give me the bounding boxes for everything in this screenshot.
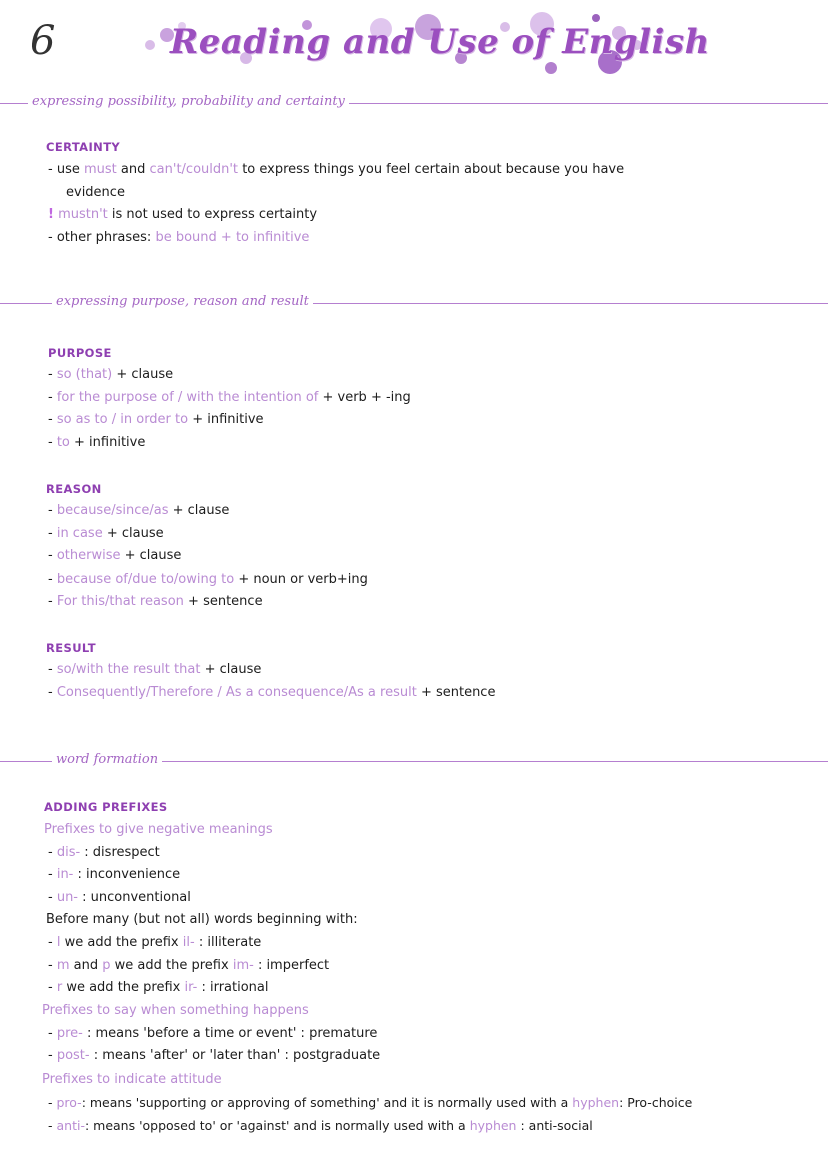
list-item: - to + infinitive	[48, 435, 146, 450]
list-item: - so (that) + clause	[48, 367, 174, 382]
list-item: - un- : unconventional	[48, 890, 191, 905]
list-item: - because of/due to/owing to + noun or verb+ing	[48, 572, 368, 587]
page-number: 6	[30, 18, 56, 64]
subheading-when: Prefixes to say when something happens	[42, 1003, 309, 1018]
certainty-line-2: evidence	[66, 185, 125, 200]
list-item: - post- : means 'after' or 'later than' : postgraduate	[48, 1048, 381, 1063]
list-item: - for the purpose of / with the intention of + verb + -ing	[48, 390, 411, 405]
list-item: - in case + clause	[48, 526, 164, 541]
list-item: - Consequently/Therefore / As a consequence/As a result + sentence	[48, 685, 496, 700]
page-title: Reading and Use of English	[170, 22, 710, 62]
certainty-line-3: ! mustn't is not used to express certainty	[48, 207, 318, 222]
list-item: - dis- : disrespect	[48, 845, 160, 860]
list-item: - so/with the result that + clause	[48, 662, 262, 677]
heading-certainty: CERTAINTY	[46, 140, 121, 154]
certainty-line-1: - use must and can't/couldn't to express things you feel certain about because you have	[48, 162, 625, 177]
section-label-possibility: expressing possibility, probability and certainty	[28, 94, 349, 109]
list-item: - r we add the prefix ir- : irrational	[48, 980, 269, 995]
list-item: - because/since/as + clause	[48, 503, 230, 518]
heading-purpose: PURPOSE	[48, 346, 112, 360]
heading-adding-prefixes: ADDING PREFIXES	[44, 800, 168, 814]
list-item: - For this/that reason + sentence	[48, 594, 263, 609]
certainty-line-4: - other phrases: be bound + to infinitive	[48, 230, 310, 245]
before-note: Before many (but not all) words beginning with:	[46, 912, 358, 927]
list-item: - pre- : means 'before a time or event' : premature	[48, 1026, 378, 1041]
list-item: - m and p we add the prefix im- : imperfect	[48, 958, 330, 973]
list-item: - so as to / in order to + infinitive	[48, 412, 264, 427]
list-item: - otherwise + clause	[48, 548, 182, 563]
list-item: - l we add the prefix il- : illiterate	[48, 935, 262, 950]
section-label-word-formation: word formation	[52, 752, 162, 767]
list-item: - anti-: means 'opposed to' or 'against' and is normally used with a hyphen : anti-social	[48, 1118, 593, 1133]
exclamation-icon: !	[48, 207, 54, 222]
heading-reason: REASON	[46, 482, 102, 496]
subheading-attitude: Prefixes to indicate attitude	[42, 1072, 222, 1087]
list-item: - pro-: means 'supporting or approving of something' and it is normally used with a hyphen: Pro-choice	[48, 1095, 693, 1110]
section-label-purpose: expressing purpose, reason and result	[52, 294, 313, 309]
heading-result: RESULT	[46, 641, 97, 655]
list-item: - in- : inconvenience	[48, 867, 181, 882]
subheading-negative: Prefixes to give negative meanings	[44, 822, 273, 837]
